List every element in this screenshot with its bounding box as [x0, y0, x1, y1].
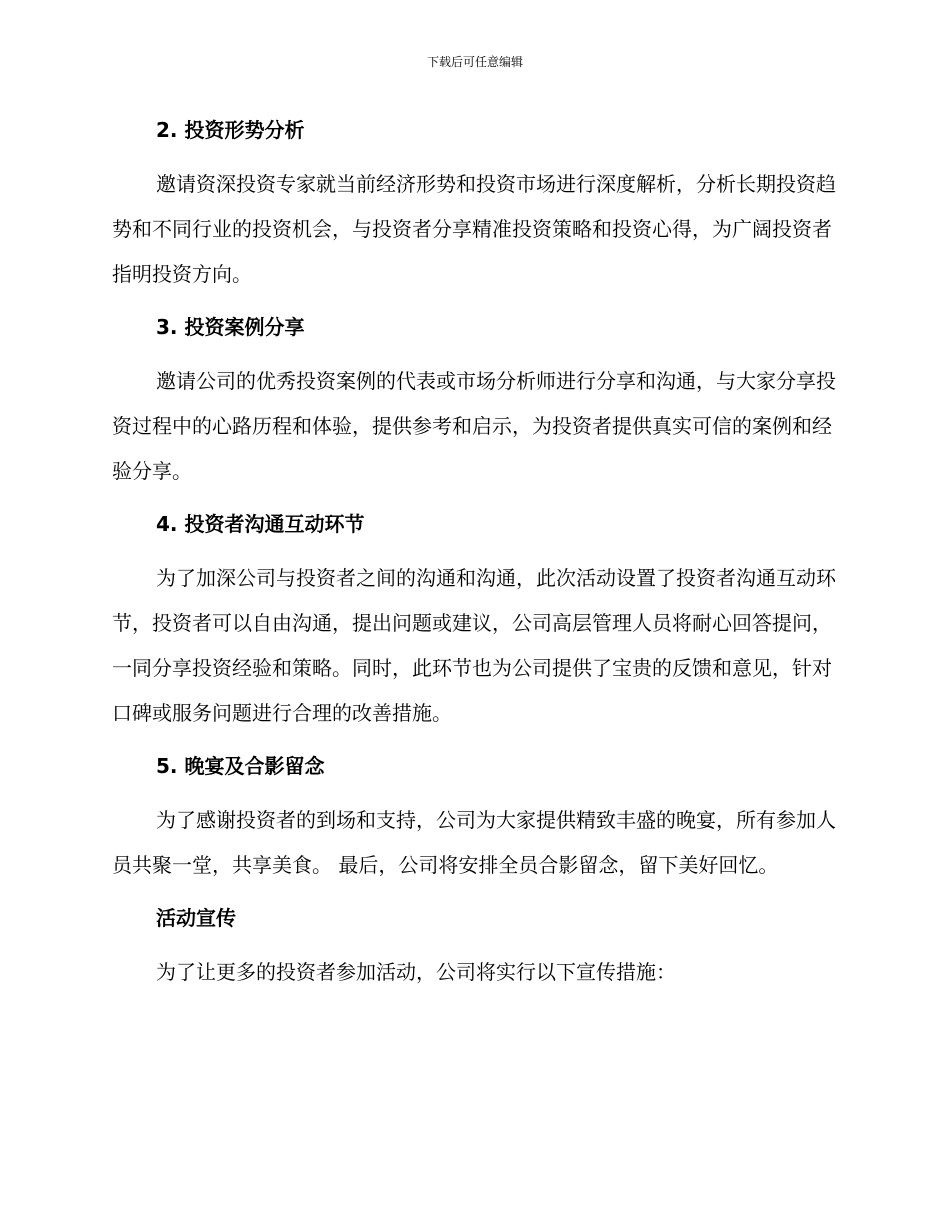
document-body [112, 112, 836, 1007]
section-promotion [112, 900, 836, 995]
section-paragraph: 邀请公司的优秀投资案例的代表或市场分析师进行分享和沟通，与大家分享投资过程中的心路历程和体验，提供参考和启示，为投资者提供真实可信的案例和经验分享。 [112, 369, 836, 483]
section-paragraph: 邀请资深投资专家就当前经济形势和投资市场进行深度解析，分析长期投资趋势和不同行业的投资机会，与投资者分享精准投资策略和投资心得，为广阔投资者指明投资方向。 [112, 172, 836, 286]
section-dinner-photo [112, 748, 836, 888]
section-paragraph: 为了加深公司与投资者之间的沟通和沟通，此次活动设置了投资者沟通互动环节，投资者可以自由沟通，提出问题或建议，公司高层管理人员将耐心回答提问，一同分享投资经验和策略。同时，此环节也为公司提供了宝贵的反馈和意见，针对口碑或服务问题进行合理的改善措施。 [112, 566, 836, 725]
section-paragraph: 为了感谢投资者的到场和支持，公司为大家提供精致丰盛的晚宴，所有参加人员共聚一堂，共享美食。 最后，公司将安排全员合影留念，留下美好回忆。 [112, 808, 836, 877]
section-heading: 4. 投资者沟通互动环节 [156, 512, 365, 536]
section-heading: 活动宣传 [156, 906, 236, 930]
section-investor-interaction [112, 506, 836, 736]
section-paragraph: 为了让更多的投资者参加活动，公司将实行以下宣传措施： [156, 960, 676, 984]
section-case-sharing [112, 309, 836, 494]
section-heading: 5. 晚宴及合影留念 [156, 754, 325, 778]
header-note: 下载后可任意编辑 [426, 55, 523, 69]
section-investment-situation [112, 112, 836, 297]
section-heading: 3. 投资案例分享 [156, 315, 305, 339]
section-heading: 2. 投资形势分析 [156, 118, 305, 142]
